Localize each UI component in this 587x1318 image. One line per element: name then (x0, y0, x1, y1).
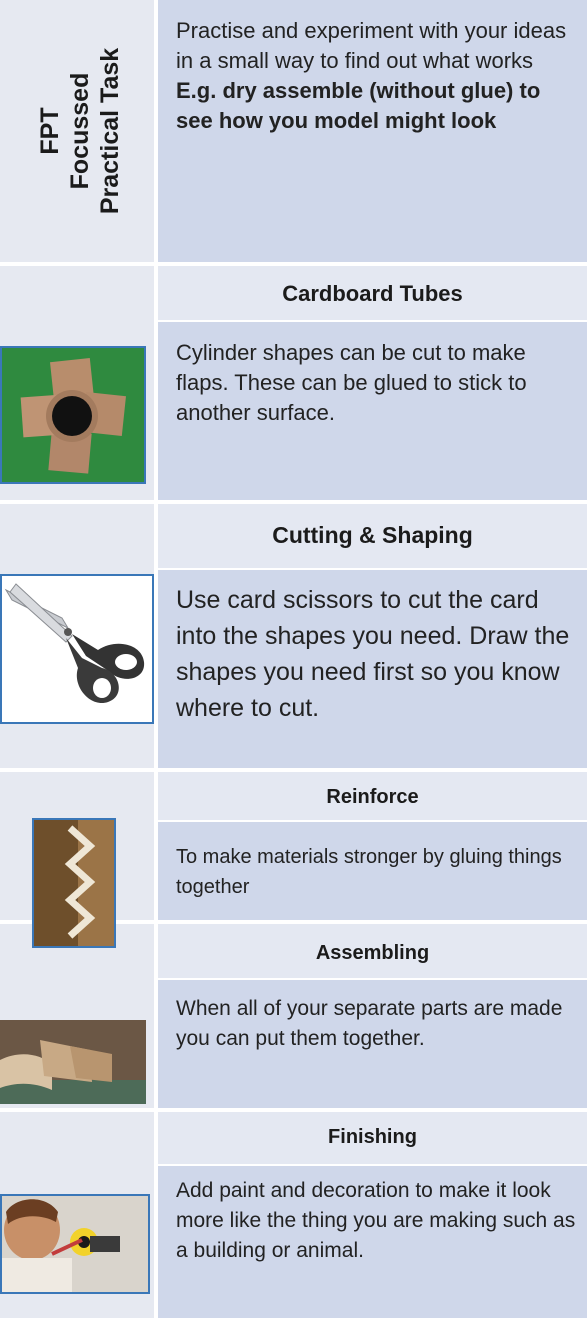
assembling-photo (0, 1020, 146, 1104)
fpt-description (176, 16, 571, 136)
section-heading-reinforce: Reinforce (326, 786, 419, 808)
fpt-title-line: Focussed (66, 72, 94, 190)
section-body-cutting-shaping: Use card scissors to cut the card into the shapes you need. Draw the shapes you need first so you know where to cut. (176, 586, 570, 722)
fpt-title (0, 0, 160, 262)
scissors-icon (2, 576, 152, 722)
section-body-reinforce: To make materials stronger by gluing things together (176, 846, 562, 898)
child-painting-photo (0, 1194, 150, 1294)
cardboard-tube-flaps-icon (2, 348, 144, 482)
section-body-assembling: When all of your separate parts are made you can put them together. (176, 997, 563, 1050)
child-painting-icon (2, 1196, 148, 1292)
scissors-photo (0, 574, 154, 724)
fpt-description-bold: E.g. dry assemble (without glue) to see how you model might look (176, 78, 541, 133)
section-heading-assembling: Assembling (315, 942, 430, 964)
folded-card-icon (34, 820, 114, 946)
fpt-title-line: Practical Task (96, 47, 124, 215)
assembling-icon (0, 1020, 146, 1104)
fpt-title-line: FPT (36, 107, 64, 155)
fpt-description-plain: Practise and experiment with your ideas in a small way to find out what works (176, 18, 567, 73)
section-body-finishing: Add paint and decoration to make it look more like the thing you are making such as a building or animal. (176, 1179, 576, 1262)
section-body-cardboard-tubes: Cylinder shapes can be cut to make flaps. These can be glued to stick to another surface. (176, 340, 527, 425)
folded-card-photo (32, 818, 116, 948)
section-heading-cardboard-tubes: Cardboard Tubes (282, 281, 463, 306)
section-heading-finishing: Finishing (328, 1126, 417, 1148)
section-heading-cutting-shaping: Cutting & Shaping (272, 522, 473, 548)
cardboard-tube-flaps-photo (0, 346, 146, 484)
